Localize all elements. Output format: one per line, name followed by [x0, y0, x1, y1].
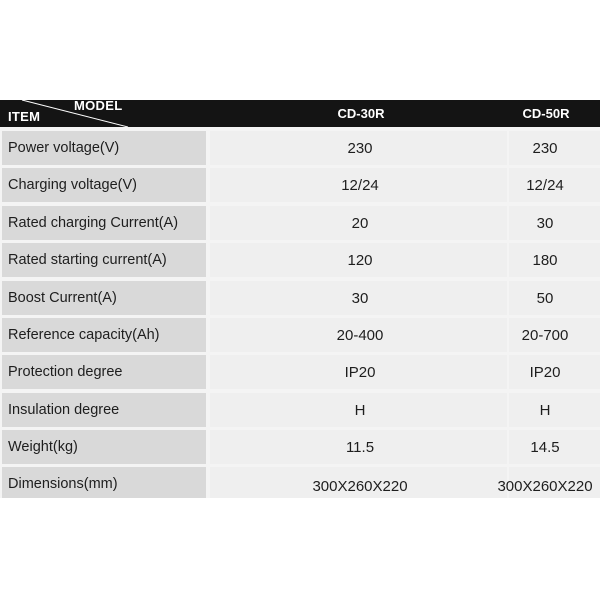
table-header [0, 100, 600, 127]
row-label: Dimensions(mm) [8, 476, 118, 492]
table-row [0, 430, 600, 464]
header-item-label: ITEM [8, 109, 41, 124]
row-value-cd-30r: 120 [347, 252, 373, 269]
table-row [0, 355, 600, 389]
row-value-cd-30r: 230 [347, 140, 373, 157]
row-value-cd-30r: 12/24 [341, 177, 379, 194]
row-label: Charging voltage(V) [8, 177, 137, 193]
row-value-cd-50r: 50 [536, 290, 554, 307]
header-model-cd-50r: CD-50R [522, 106, 570, 121]
row-value-cd-30r: 30 [351, 290, 369, 307]
table-row [0, 318, 600, 352]
table-row [0, 467, 600, 498]
table-row [0, 393, 600, 427]
header-model-label: MODEL [74, 98, 123, 113]
row-value-cd-50r: H [539, 402, 551, 419]
row-label: Weight(kg) [8, 439, 78, 455]
row-label: Rated starting current(A) [8, 252, 167, 268]
table-row [0, 281, 600, 315]
row-value-cd-30r: IP20 [344, 364, 376, 381]
row-label: Protection degree [8, 364, 123, 380]
row-value-cd-30r: 20 [351, 215, 369, 232]
row-label: Power voltage(V) [8, 140, 120, 156]
row-value-cd-50r: 230 [532, 140, 558, 157]
row-label: Rated charging Current(A) [8, 215, 179, 231]
header-model-cd-30r: CD-30R [337, 106, 385, 121]
row-value-cd-50r: 20-700 [521, 327, 569, 344]
row-value-cd-50r: 180 [532, 252, 558, 269]
spec-table [0, 100, 600, 498]
row-value-cd-30r: 300X260X220 [312, 478, 408, 495]
row-value-cd-30r: 20-400 [336, 327, 384, 344]
row-label: Reference capacity(Ah) [8, 327, 160, 343]
row-value-cd-30r: H [354, 402, 366, 419]
table-row [0, 206, 600, 240]
row-value-cd-30r: 11.5 [345, 439, 375, 456]
row-value-cd-50r: 300X260X220 [497, 478, 593, 495]
row-label: Boost Current(A) [8, 290, 117, 306]
table-row [0, 168, 600, 202]
table-row [0, 243, 600, 277]
row-value-cd-50r: 14.5 [530, 439, 560, 456]
table-row [0, 131, 600, 165]
row-value-cd-50r: 12/24 [526, 177, 564, 194]
row-value-cd-50r: IP20 [529, 364, 561, 381]
row-label: Insulation degree [8, 402, 120, 418]
row-value-cd-50r: 30 [536, 215, 554, 232]
